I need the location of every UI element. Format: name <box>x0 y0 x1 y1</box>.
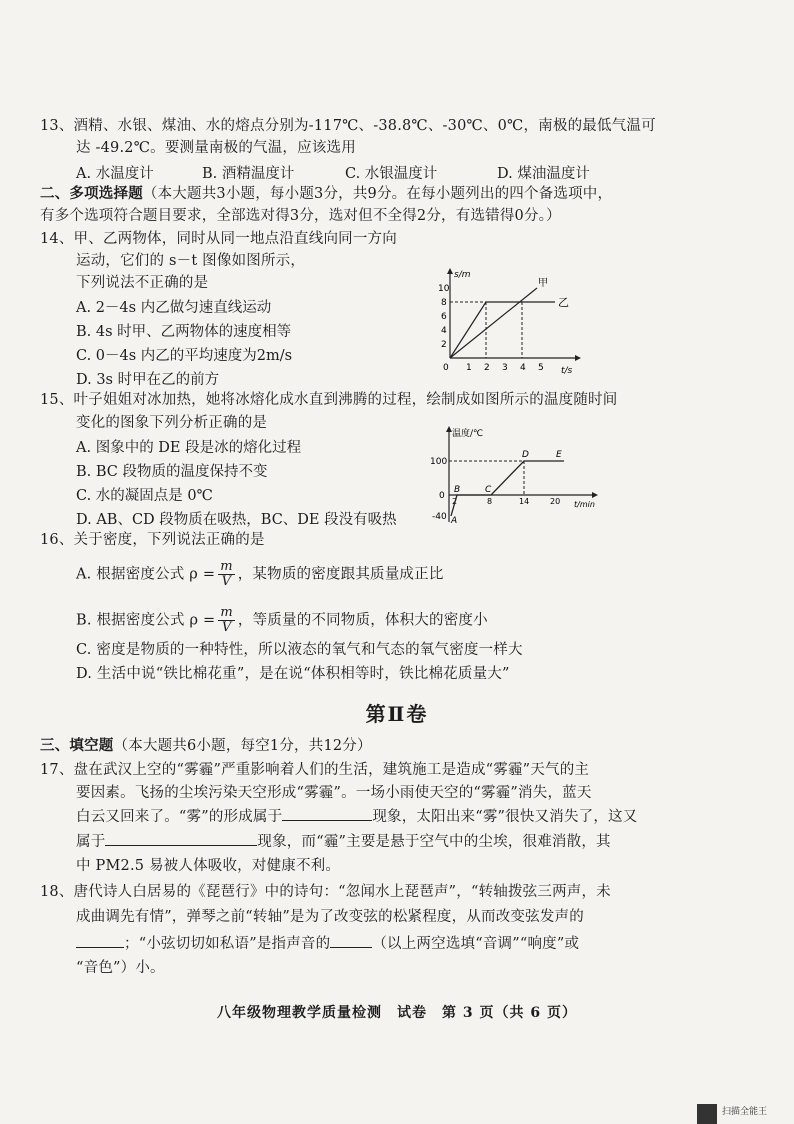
q16-option-d: D. 生活中说“铁比棉花重”，是在说“体积相等时，铁比棉花质量大” <box>76 666 510 682</box>
q14-option-c: C. 0－4s 内乙的平均速度为2m/s <box>76 348 293 364</box>
q18-line3 <box>76 933 579 954</box>
q18-blank-2[interactable] <box>330 933 372 948</box>
q16-option-a <box>76 560 444 589</box>
q15-point-a: A <box>451 516 458 524</box>
q14-xtick-1: 1 <box>466 363 472 373</box>
q14-ytick-6: 6 <box>441 312 447 322</box>
q14-line2: 运动，它们的 s－t 图像如图所示， <box>76 253 306 269</box>
q18-line2: 成曲调先有情”，弹琴之前“转轴”是为了改变弦的松紧程度，从而改变弦发声的 <box>76 909 584 925</box>
q18-blank-1[interactable] <box>76 933 124 948</box>
qr-code-icon <box>697 1104 717 1124</box>
formula-denominator: V <box>221 574 232 589</box>
q15-xtick-8: 8 <box>487 497 493 506</box>
q15-option-d: D. AB、CD 段物质在吸热，BC、DE 段没有吸热 <box>76 512 397 528</box>
q15-line2: 变化的图象下列分析正确的是 <box>76 415 268 431</box>
q15-ytick-100: 100 <box>430 457 448 467</box>
q17-blank-1[interactable] <box>282 806 372 821</box>
q15-point-b: B <box>454 485 461 495</box>
q18-line3-post: （以上两空选填“音调”“响度”或 <box>372 936 580 952</box>
section3-heading <box>40 736 372 756</box>
q15-ytick-m40: -40 <box>432 512 447 522</box>
q15-point-e: E <box>556 450 562 460</box>
q14-xtick-5: 5 <box>538 363 544 373</box>
section2-desc1: （本大题共3小题，每小题3分，共9分。在每小题列出的四个备选项中， <box>142 186 613 202</box>
q14-ytick-10: 10 <box>438 284 450 294</box>
q13-option-d: D. 煤油温度计 <box>497 166 590 182</box>
q14-st-graph <box>425 268 595 378</box>
section2-title: 二、多项选择题 <box>40 185 143 202</box>
q17-line4 <box>76 831 611 852</box>
section3-desc: （本大题共6小题，每空1分，共12分） <box>113 738 372 754</box>
q13-line1: 13、酒精、水银、煤油、水的熔点分别为-117℃、-38.8℃、-30℃、0℃，南极的最低气温可 <box>40 118 656 134</box>
q15-option-c: C. 水的凝固点是 0℃ <box>76 488 213 504</box>
q14-xtick-3: 3 <box>502 363 508 373</box>
q14-ytick-8: 8 <box>441 298 447 308</box>
q15-ytick-0: 0 <box>439 491 445 501</box>
q15-ylabel: 温度/℃ <box>452 429 484 439</box>
q13-line2: 达 -49.2℃。要测量南极的气温，应该选用 <box>76 140 356 156</box>
q13-option-c: C. 水银温度计 <box>345 166 438 182</box>
q14-line1: 14、甲、乙两物体，同时从同一地点沿直线向同一方向 <box>40 231 397 247</box>
q16-option-b <box>76 606 488 635</box>
q13-option-a: A. 水温度计 <box>76 166 154 182</box>
formula-numerator: m <box>220 605 233 620</box>
q15-option-a: A. 图象中的 DE 段是冰的熔化过程 <box>76 440 302 456</box>
q15-xtick-14: 14 <box>519 497 530 506</box>
q16-option-a-post: ，某物质的密度跟其质量成正比 <box>237 566 444 583</box>
q14-option-a: A. 2－4s 内乙做匀速直线运动 <box>76 300 272 316</box>
q15-point-d: D <box>522 450 529 460</box>
q18-line4: “音色”）小。 <box>76 960 165 976</box>
page-footer: 八年级物理教学质量检测 试卷 第 3 页（共 6 页） <box>217 1005 577 1021</box>
section3-title: 三、填空题 <box>40 737 114 754</box>
q15-curve <box>451 461 564 516</box>
q17-blank-2[interactable] <box>105 831 257 846</box>
q17-line1: 17、盘在武汉上空的“雾霾”严重影响着人们的生活，建筑施工是造成“雾霾”天气的主 <box>40 762 590 778</box>
q15-option-b: B. BC 段物质的温度保持不变 <box>76 464 268 480</box>
q14-label-jia: 甲 <box>538 278 548 289</box>
q17-line2: 要因素。飞扬的尘埃污染天空形成“雾霾”。一场小雨使天空的“雾霾”消失，蓝天 <box>76 785 592 801</box>
q16-option-c: C. 密度是物质的一种特性，所以液态的氧气和气态的氧气密度一样大 <box>76 642 523 658</box>
q15-point-c: C <box>485 485 492 495</box>
section2-desc2: 有多个选项符合题目要求，全部选对得3分，选对但不全得2分，有选错得0分。） <box>40 208 561 224</box>
q15-x-arrow <box>592 492 598 498</box>
q17-line4-post: 现象，而“霾”主要是悬于空气中的尘埃，很难消散，其 <box>257 834 611 850</box>
q15-temp-graph <box>424 424 604 524</box>
q16-option-a-pre: A. 根据密度公式 ρ = <box>76 566 216 583</box>
q17-line3-post: 现象，太阳出来“雾”很快又消失了，这又 <box>372 809 638 825</box>
q14-xlabel: t/s <box>561 366 573 376</box>
q14-ytick-2: 2 <box>441 340 447 350</box>
q15-xtick-2: 2 <box>452 497 458 506</box>
q15-xtick-20: 20 <box>550 497 561 506</box>
q13-option-b: B. 酒精温度计 <box>202 166 295 182</box>
section2-heading <box>40 184 612 204</box>
formula-denominator: V <box>221 620 232 635</box>
q14-label-yi: 乙 <box>558 296 569 309</box>
part2-title: 第Ⅱ卷 <box>365 702 429 726</box>
density-formula-a <box>218 560 235 589</box>
q14-ylabel: s/m <box>454 270 471 280</box>
q14-line-yi <box>450 302 555 358</box>
q17-line5: 中 PM2.5 易被人体吸收，对健康不利。 <box>76 858 341 874</box>
q16-line1: 16、关于密度，下列说法正确的是 <box>40 532 265 548</box>
q14-option-b: B. 4s 时甲、乙两物体的速度相等 <box>76 324 292 340</box>
q18-line1: 18、唐代诗人白居易的《琵琶行》中的诗句：“忽闻水上琵琶声”，“转轴拨弦三两声，未 <box>40 884 611 900</box>
scanner-logo: 扫描全能王 <box>722 1107 768 1117</box>
q17-line3 <box>76 806 637 827</box>
q14-ytick-4: 4 <box>441 326 447 336</box>
q17-line3-pre: 白云又回来了。“雾”的形成属于 <box>76 809 283 825</box>
q14-option-d: D. 3s 时甲在乙的前方 <box>76 372 220 388</box>
density-formula-b <box>218 606 235 635</box>
q17-line4-pre: 属于 <box>76 834 106 850</box>
q14-y-arrow <box>447 268 453 274</box>
q14-line-jia <box>450 288 537 358</box>
q14-x-arrow <box>575 355 581 361</box>
q14-xtick-4: 4 <box>520 363 526 373</box>
q14-xtick-0: 0 <box>443 363 449 373</box>
q14-xtick-2: 2 <box>484 363 490 373</box>
formula-numerator: m <box>220 559 233 574</box>
q18-line3-mid: ；“小弦切切如私语”是指声音的 <box>124 936 331 952</box>
q15-line1: 15、叶子姐姐对冰加热，她将冰熔化成水直到沸腾的过程，绘制成如图所示的温度随时间 <box>40 392 618 408</box>
q16-option-b-pre: B. 根据密度公式 ρ = <box>76 612 216 629</box>
q14-line3: 下列说法不正确的是 <box>76 275 209 291</box>
q16-option-b-post: ，等质量的不同物质，体积大的密度小 <box>237 612 488 629</box>
q15-xlabel: t/min <box>574 500 595 509</box>
